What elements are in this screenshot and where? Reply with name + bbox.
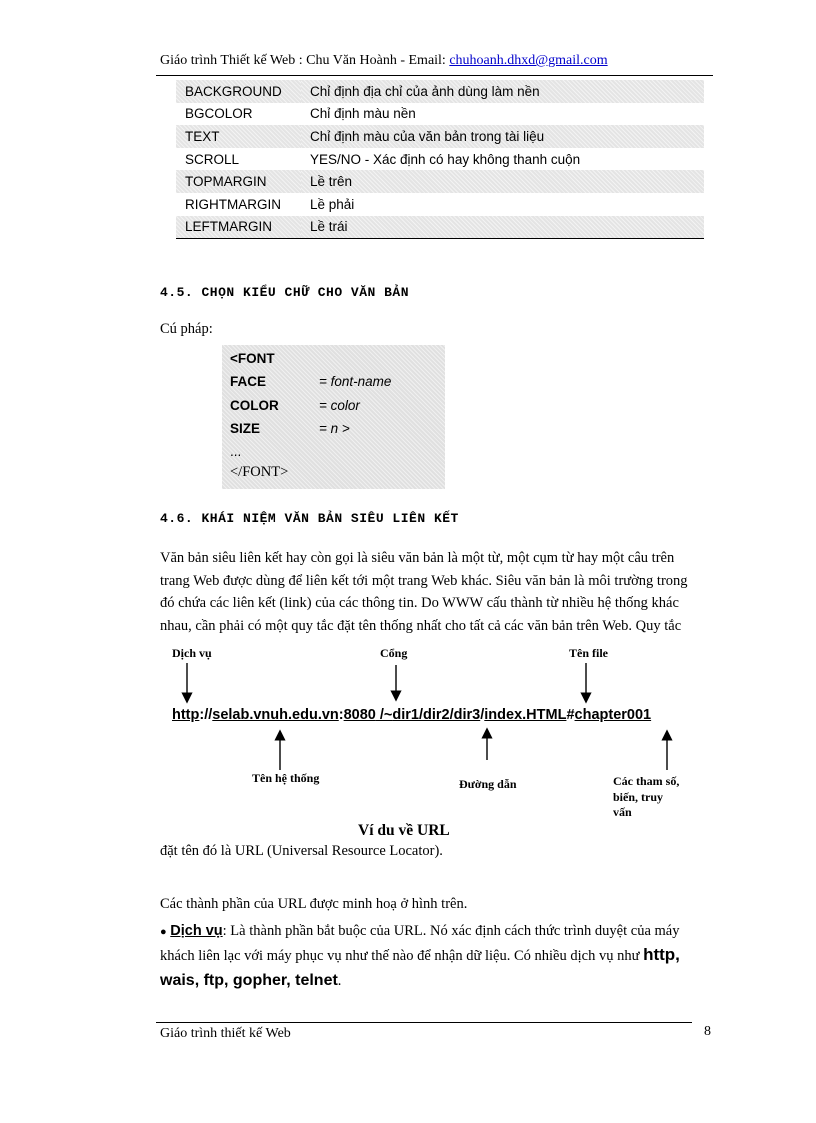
code-close-tag: </FONT> (230, 464, 289, 480)
section-heading-4-6: 4.6. KHÁI NIỆM VĂN BẢN SIÊU LIÊN KẾT (160, 511, 459, 526)
attr-name: SCROLL (185, 151, 240, 167)
attr-desc: Chỉ định màu nền (310, 106, 416, 122)
url-scheme: http (172, 707, 200, 723)
code-ellipsis: ... (230, 444, 242, 459)
url-example (172, 707, 651, 723)
section-heading-4-5: 4.5. CHỌN KIỂU CHỮ CHO VĂN BẢN (160, 285, 410, 300)
code-face-value: = font-name (319, 374, 392, 389)
attr-name: BGCOLOR (185, 106, 253, 122)
label-system: Tên hệ thống (252, 771, 320, 785)
url-hash: # (566, 707, 575, 723)
url-fragment: chapter001 (574, 707, 652, 723)
bullet-line-3: wais, ftp, gopher, telnet. (160, 972, 342, 990)
label-service: Dịch vụ (172, 646, 212, 660)
code-open-tag: <FONT (230, 351, 275, 366)
url-sep: : (338, 707, 344, 723)
diagram-caption: Ví du về URL (358, 822, 450, 839)
bullet-service (160, 920, 713, 993)
url-host: selab.vnuh.edu.vn (212, 707, 339, 723)
attr-name: LEFTMARGIN (176, 216, 301, 239)
attr-desc: YES/NO - Xác định có hay không thanh cuộn (310, 151, 581, 167)
bullet-line-2: khách liên lạc với máy phục vụ như thế nào để nhận dữ liệu. Có nhiều dịch vụ như http, (160, 944, 680, 964)
code-face-line: FACE (230, 374, 267, 389)
label-path: Đường dẫn (459, 777, 517, 791)
label-params: Các tham số, biến, truy vấn (613, 774, 680, 819)
attr-desc: Lề trên (301, 170, 704, 193)
url-path: dir1/dir2/dir3 (392, 707, 481, 723)
label-port: Cổng (380, 646, 408, 660)
attr-name: BACKGROUND (176, 80, 301, 103)
bullet-term: Dịch vụ (170, 923, 223, 939)
page-number: 8 (704, 1024, 711, 1039)
attr-desc: Chỉ định địa chỉ của ảnh dùng làm nền (301, 80, 704, 103)
after-diagram-text: đặt tên đó là URL (Universal Resource Locator). (160, 843, 443, 859)
code-color-line: COLOR (230, 398, 279, 413)
paragraph-line: nhau, cần phải có một quy tắc đặt tên thống nhất cho tất cả các văn bản trên Web. Quy tắc (160, 617, 682, 634)
paragraph-line: đó chứa các liên kết (link) của các thông tin. Do WWW cấu thành từ nhiều hệ thống khác (160, 595, 679, 612)
url-tilde: /~ (375, 707, 393, 723)
attr-name: RIGHTMARGIN (185, 196, 281, 212)
attr-name: TEXT (176, 125, 301, 148)
code-size-value: = n > (319, 421, 350, 436)
bullet-line-1: ● Dịch vụ: Là thành phần bắt buộc của URL. Nó xác định cách thức trình duyệt của máy (160, 923, 680, 939)
syntax-label: Cú pháp: (160, 321, 213, 337)
footer-title: Giáo trình thiết kế Web (160, 1026, 291, 1041)
attr-desc: Lề trái (301, 216, 704, 239)
attr-desc: Chỉ định màu của văn bản trong tài liệu (301, 125, 704, 148)
attr-desc: Lề phải (310, 196, 355, 212)
header-title: Giáo trình Thiết kế Web : Chu Văn Hoành - Email: (160, 53, 450, 68)
url-sep: / (480, 707, 485, 723)
url-sep: :// (199, 707, 213, 723)
paragraph-line: Văn bản siêu liên kết hay còn gọi là siêu văn bản là một từ, một cụm từ hay một câu trên (160, 550, 675, 566)
components-intro: Các thành phần của URL được minh hoạ ở hình trên. (160, 896, 468, 912)
code-color-value: = color (319, 398, 360, 413)
footer-divider (156, 1022, 692, 1023)
header-email-link[interactable]: chuhoanh.dhxd@gmail.com (449, 53, 608, 68)
url-port: 8080 (343, 707, 376, 723)
paragraph-line: trang Web được dùng để liên kết tới một trang Web khác. Siêu văn bản là môi trường trong (160, 572, 688, 589)
url-file: index.HTML (484, 707, 567, 723)
code-size-line: SIZE (230, 421, 261, 436)
label-file: Tên file (569, 646, 608, 660)
attr-name: TOPMARGIN (176, 170, 301, 193)
